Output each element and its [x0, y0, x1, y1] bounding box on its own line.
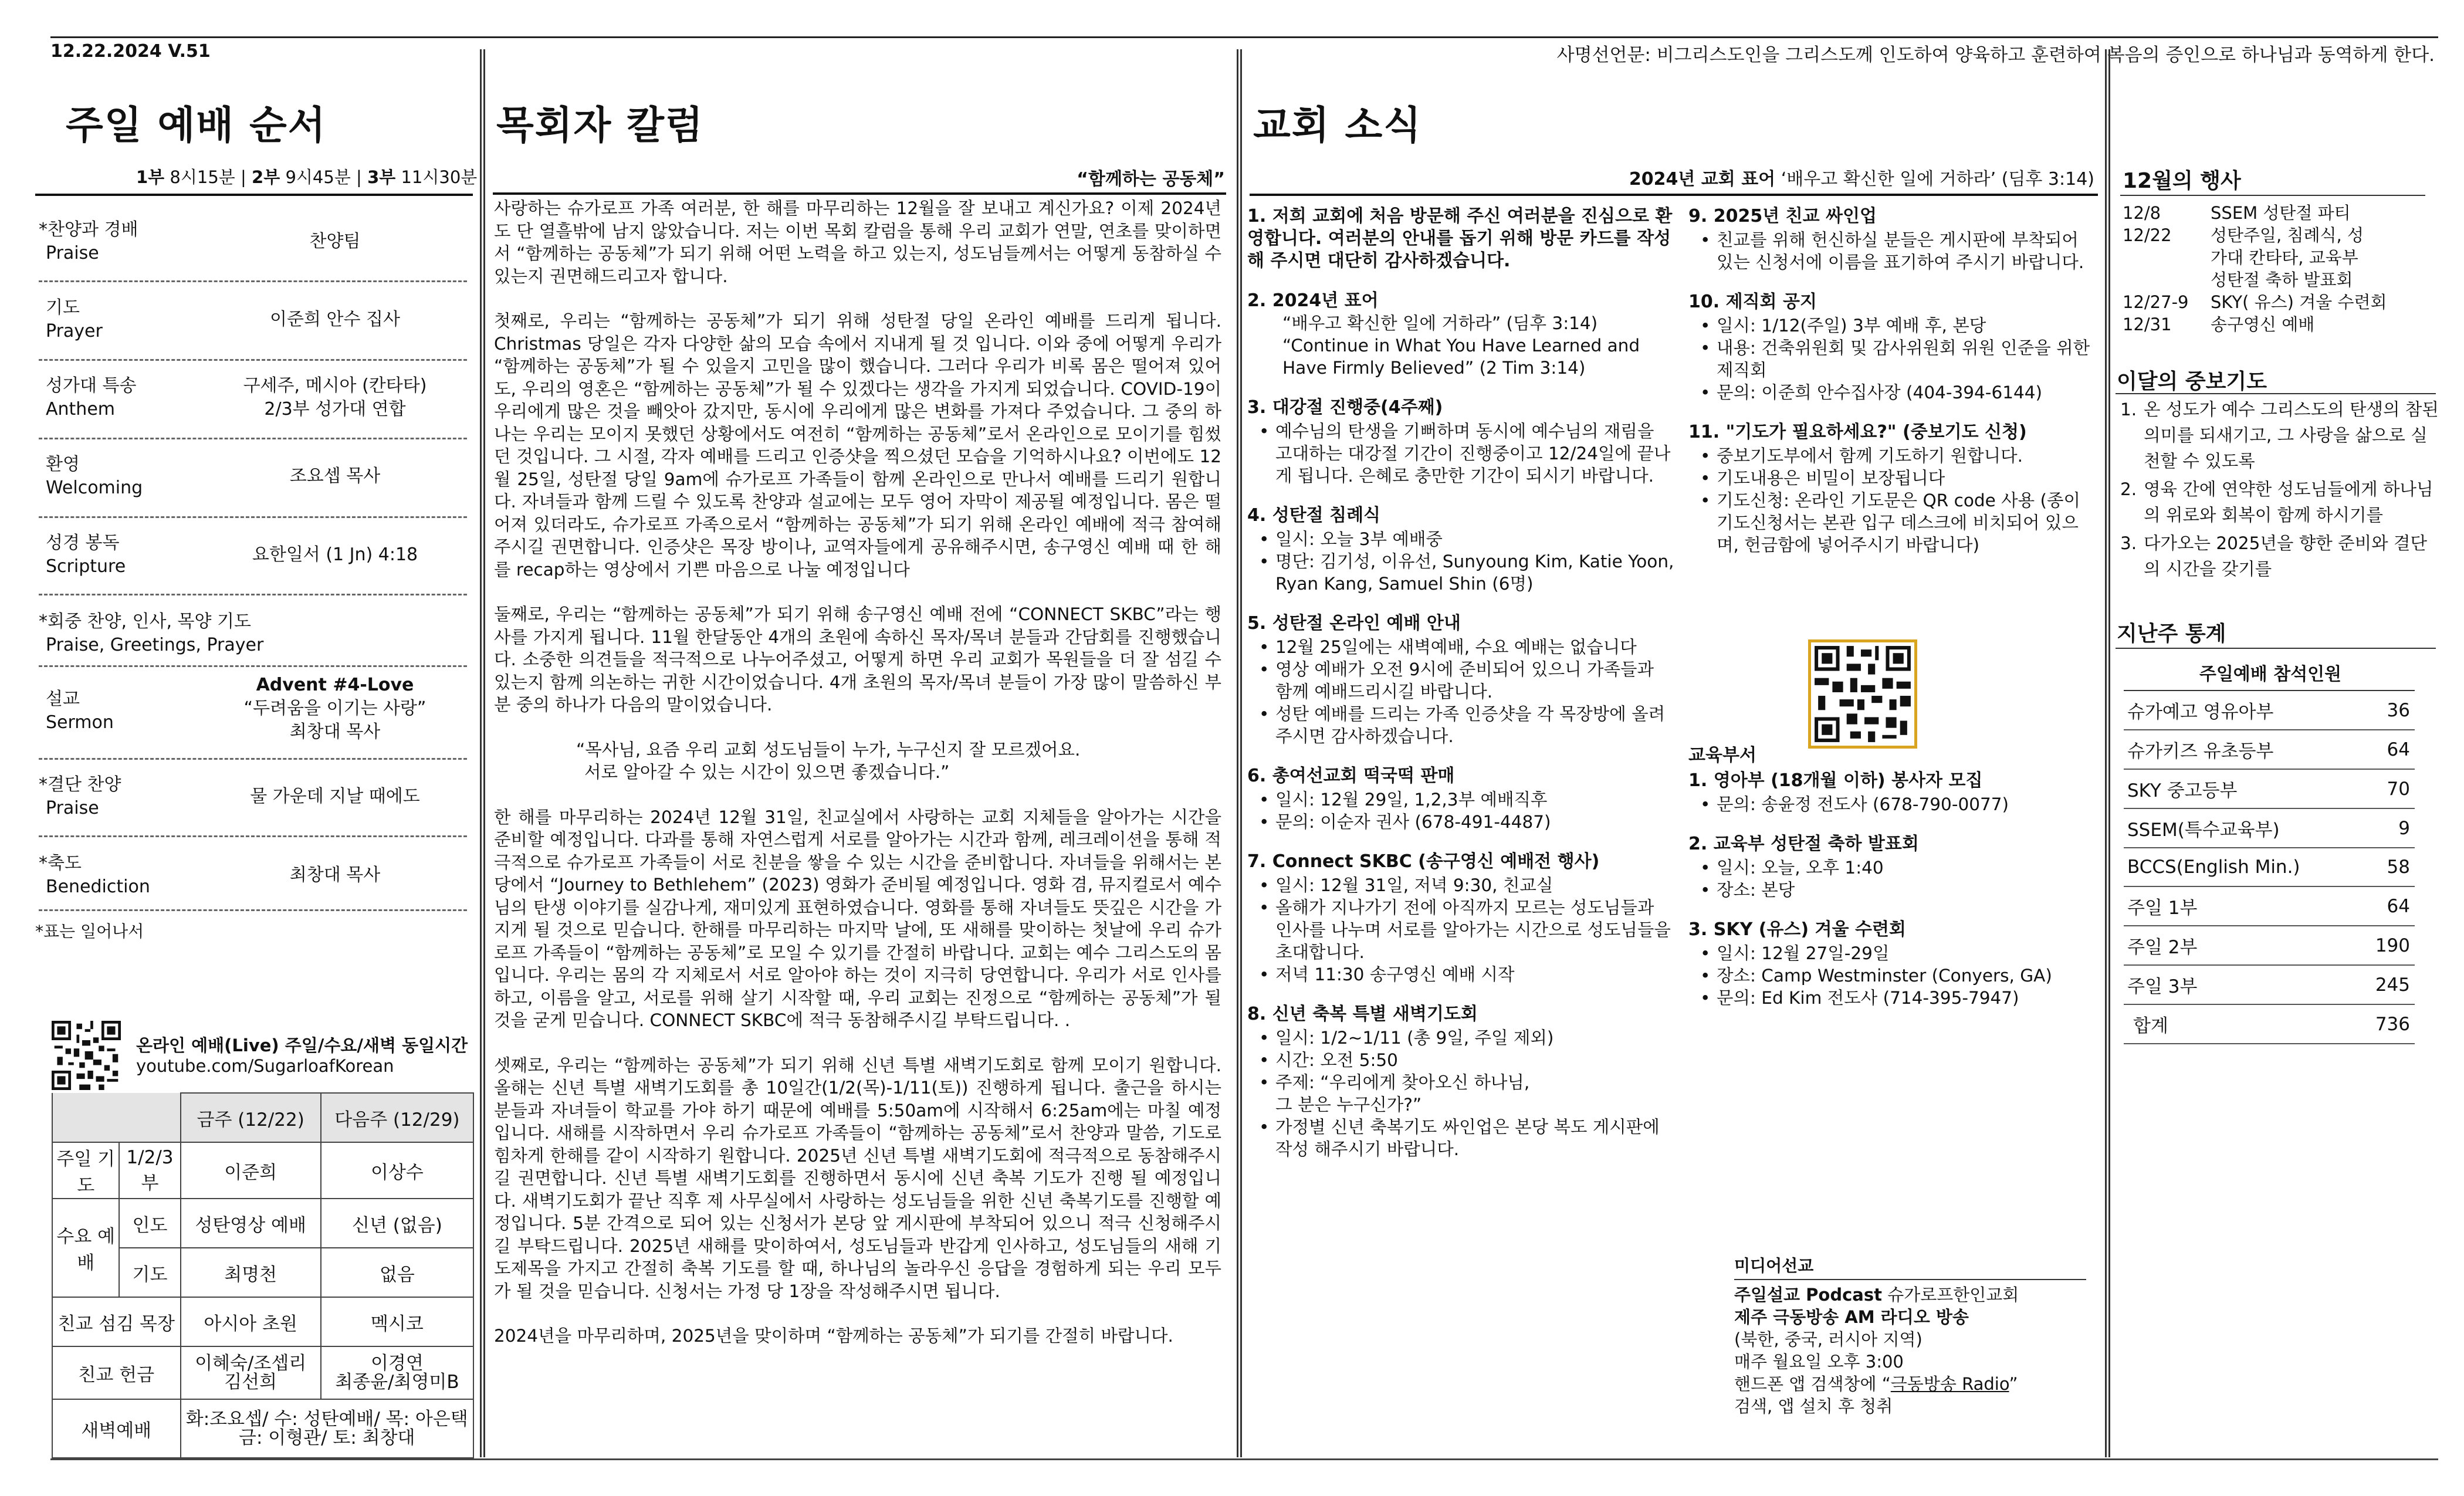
service-2-time: 9시45분 — [285, 167, 351, 187]
stats-subtitle: 주일예배 참석인원 — [2199, 664, 2342, 685]
dash-divider — [39, 758, 467, 760]
table-row — [2124, 965, 2415, 1004]
stats-title: 지난주 통계 — [2117, 622, 2226, 646]
table-row — [52, 1346, 473, 1399]
news-item-title: 6. 총여선교회 떡국떡 판매 — [1247, 766, 1455, 786]
order-en: Sermon — [46, 712, 114, 733]
news-bullet: • 예수님의 탄생을 기뻐하며 동시에 예수님의 재림을 고대하는 대강절 기간이 진행중이고 12/24일에 끝나게 됩니다. 은혜로 충만한 기간이 되시기 바랍니다. — [1275, 420, 1676, 487]
worship-title: 주일 예배 순서 — [66, 103, 327, 148]
quote-line-1: “목사님, 요즘 우리 교회 성도님들이 누가, 누구신지 잘 모르겠어요. — [576, 739, 1081, 760]
cell-next: 멕시코 — [321, 1297, 473, 1346]
prayer-qr-icon — [1811, 642, 1914, 746]
stat-label: 주일 3부 — [2124, 965, 2358, 1004]
event-text: SKY( 유스) 겨울 수련회 — [2211, 292, 2387, 312]
prayer-title: 이달의 중보기도 — [2117, 370, 2267, 394]
news-bullet: • 중보기도부에서 함께 기도하기 원합니다. — [1717, 445, 2099, 467]
stat-label: 슈가키즈 유초등부 — [2124, 730, 2358, 769]
event-date: 12/8 — [2123, 203, 2161, 223]
row-sub: 1/2/3부 — [119, 1142, 180, 1199]
table-row — [2124, 1004, 2415, 1044]
edu-bullet: • 문의: 송윤정 전도사 (678-790-0077) — [1717, 793, 2099, 815]
news-bullet: • 일시: 12월 29일, 1,2,3부 예배직후 — [1275, 788, 1676, 811]
order-leader: 구세주, 메시아 (칸타타) — [243, 375, 427, 396]
prayer-num: 3. — [2120, 533, 2137, 553]
prayer-rule — [2116, 393, 2436, 394]
news-item-title: 2. 2024년 표어 — [1247, 290, 1379, 311]
edu-bullet: • 일시: 12월 27일-29일 — [1717, 942, 2099, 964]
media-label: 미디어선교 — [1734, 1253, 2086, 1280]
news-item — [1247, 397, 1676, 487]
prayer-text: 온 성도가 예수 그리스도의 탄생의 참된 의미를 되새기고, 그 사랑을 삶으로 실천할 수 있도록 — [2144, 400, 2439, 471]
news-item-title: 10. 제직회 공지 — [1688, 292, 1817, 312]
dash-divider — [39, 909, 467, 911]
order-leader-2: 2/3부 성가대 연합 — [264, 399, 406, 419]
table-row — [52, 1199, 473, 1248]
column-paragraph: 첫째로, 우리는 “함께하는 공동체”가 되기 위해 성탄절 당일 온라인 예배를 드리게 됩니다. Christmas 당일은 각자 다양한 삶의 모습 속에서 지내게 될 것 입니다. 이와 중에 어떻게 우리가 “함께하는 공동체”가 될 수 있을지 고민을 많이 했습니다. 그러다 우리가 비록 몸은 떨어져 있어도, 우리의 영혼은 “함께하는 공동체”가 될 수 있겠다는 생각을 가지게 되었습니다. COVID-19이 우리에게 많은 것을 빼앗아 갔지만, 동시에 우리에게 많은 변화를 가져다 주었습니다. 그 중의 하나는 우리는 모이지 못했던 상황에서도 여전히 “함께하는 공동체”로서 온라인으로 모이기를 힘썼던 것입니다. 그 시절, 각자 예배를 드리고 인증샷을 찍으셨던 모습을 기억하시나요? 이번에도 12월 25일, 성탄절 당일 9am에 슈가로프 가족들이 함께 온라인으로 만나서 예배를 드리기 원합니다. 자녀들과 함께 드릴 수 있도록 찬양과 설교에는 모두 영어 자막이 제공될 예정입니다. 몸은 떨어져 있더라도, 슈가로프 가족으로서 “함께하는 공동체”가 되기 위해 온라인 예배에 적극 참여해주시길 권면합니다. 인증샷은 목장 방이나, 교역자들에게 공유해주시면, 송구영신 예배 때 한 해를 recap하는 영상에서 기쁜 마음으로 나눌 예정입니다 — [494, 311, 1221, 580]
news-item — [1247, 505, 1676, 595]
order-en: Scripture — [46, 556, 126, 577]
media-install: 검색, 앱 설치 후 청취 — [1734, 1396, 1893, 1416]
motto-label: 2024년 교회 표어 — [1629, 169, 1776, 189]
news-bullet: • 주제: “우리에게 찾아오신 하나님, 그 분은 누구신가?” — [1275, 1071, 1676, 1116]
row-group: 친교 섬김 목장 — [52, 1297, 181, 1346]
column-divider — [1237, 49, 1238, 1457]
service-1-label: 1부 — [136, 167, 165, 187]
column-body — [494, 197, 1221, 1370]
prayer-num: 2. — [2120, 479, 2137, 499]
column-paragraph: 셋째로, 우리는 “함께하는 공동체”가 되기 위해 신년 특별 새벽기도회로 함께 모이기 원합니다. 올해는 신년 특별 새벽기도회를 총 10일간(1/2(목)-1/11(토)) 진행하게 됩니다. 출근을 하시는 분들과 자녀들이 학교를 가야 하기 때문에 예배를 5:50am에 시작해서 6:25am에는 마칠 예정입니다. 새해를 시작하면서 우리 슈가로프 가족들이 “함께하는 공동체”로서 찬양과 말씀, 기도로 힘차게 한해를 같이 시작하기 원합니다. 2025년 신년 특별 새벽기도회에 적극적으로 동참해주시길 권면합니다. 신년 특별 새벽기도회를 진행하면서 동시에 신년 축복 기도가 진행 될 예정입니다. 새벽기도회가 끝난 직후 제 사무실에서 사랑하는 성도님들을 위한 신년 축복기도를 진행할 예정입니다. 5분 간격으로 되어 있는 신청서가 본당 앞 게시판에 부착되어 있으니 적극 신청해주시길 부탁드립니다. 2025년 새해를 맞이하여서, 성도님들과 반갑게 인사하고, 성도님들의 새해 기도제목을 가지고 간절히 축복 기도를 할 때, 하나님의 놀라우신 응답을 경험하게 되는 우리 모두가 될 것을 믿습니다. 신청서는 가정 당 1장을 작성해주시면 됩니다. — [494, 1055, 1221, 1301]
table-row — [52, 1093, 473, 1142]
prayer-item — [2120, 397, 2439, 474]
cell-next: 없음 — [321, 1248, 473, 1297]
dash-divider — [39, 438, 467, 439]
column-rule — [493, 192, 1226, 195]
row-sub: 기도 — [119, 1248, 180, 1297]
cell-next: 이경연 — [370, 1353, 424, 1374]
mission-statement: 사명선언문: 비그리스도인을 그리스도께 인도하여 양육하고 훈련하여 복음의 증인으로 하나님과 동역하게 한다. — [1556, 45, 2435, 66]
column-paragraph: 2024년을 마무리하며, 2025년을 맞이하며 “함께하는 공동체”가 되기를 간절히 바랍니다. — [494, 1326, 1173, 1346]
news-item-title: 11. "기도가 필요하세요?" (중보기도 신청) — [1688, 422, 2027, 442]
prayer-text: 다가오는 2025년을 향한 준비와 결단의 시간을 갖기를 — [2144, 533, 2428, 579]
order-en: Anthem — [46, 399, 115, 419]
news-item — [1247, 612, 1676, 747]
dash-divider — [39, 665, 467, 667]
stats-rule — [2116, 648, 2436, 649]
sermon-title: “두려움을 이기는 사랑” — [243, 698, 427, 719]
stat-label: SSEM(특수교육부) — [2124, 808, 2358, 848]
news-bullet: • 가정별 신년 축복기도 싸인업은 본당 복도 게시판에 작성 해주시기 바랍니다. — [1275, 1116, 1676, 1160]
stat-label: 주일 2부 — [2124, 926, 2358, 965]
order-ko: 환영 — [46, 454, 80, 475]
edu-item-title: 2. 교육부 성탄절 축하 발표회 — [1688, 834, 1919, 854]
order-en: Praise — [46, 798, 99, 818]
service-1-time: 8시15분 — [170, 167, 235, 187]
col-this-week: 금주 (12/22) — [181, 1093, 321, 1142]
column-title: 목회자 칼럼 — [496, 103, 704, 148]
order-ko: 설교 — [46, 689, 80, 709]
table-row — [52, 1297, 473, 1346]
news-rule — [1250, 194, 2098, 196]
stat-value: 190 — [2358, 926, 2415, 965]
news-item-title: 8. 신년 축복 특별 새벽기도회 — [1247, 1004, 1478, 1024]
table-row — [52, 1399, 473, 1458]
news-item — [1688, 291, 2099, 404]
news-bullet: • 영상 예배가 오전 9시에 준비되어 있으니 가족들과 함께 예배드리시길 바랍니다. — [1275, 658, 1676, 703]
column-divider — [480, 49, 482, 1457]
news-bullet: • 시간: 오전 5:50 — [1275, 1049, 1676, 1071]
stat-label: 합계 — [2124, 1004, 2358, 1044]
stat-value: 9 — [2358, 808, 2415, 848]
edu-item — [1688, 919, 2099, 1009]
service-3-time: 11시30분 — [401, 167, 478, 187]
cell-span-2: 금: 이형관/ 토: 최창대 — [239, 1427, 415, 1448]
news-bullet: • 문의: 이순자 권사 (678-491-4487) — [1275, 811, 1676, 833]
media-radio: 제주 극동방송 AM 라디오 방송 — [1734, 1307, 1969, 1327]
news-bullet: • 일시: 12월 31일, 저녁 9:30, 친교실 — [1275, 874, 1676, 896]
motto-ko: “배우고 확신한 일에 거하라” (딤후 3:14) — [1282, 313, 1598, 333]
news-item-title: 9. 2025년 친교 싸인업 — [1688, 206, 1877, 226]
order-leader: 최창대 목사 — [289, 865, 381, 885]
edu-bullet: • 일시: 오늘, 오후 1:40 — [1717, 857, 2099, 879]
news-title: 교회 소식 — [1253, 103, 1423, 148]
order-leader: 조요셉 목사 — [289, 466, 381, 486]
roster-table — [52, 1092, 474, 1458]
order-en: Praise, Greetings, Prayer — [46, 635, 264, 655]
dash-divider — [39, 516, 467, 518]
media-regions: (북한, 중국, 러시아 지역) — [1734, 1329, 1923, 1349]
news-item-title: 1. 저희 교회에 처음 방문해 주신 여러분을 진심으로 환영합니다. 여러분의 안내를 돕기 위해 방문 카드를 작성해 주시면 대단히 감사하겠습니다. — [1247, 206, 1673, 271]
table-row — [2124, 808, 2415, 848]
dash-divider — [39, 359, 467, 361]
cell-next-2: 최종윤/최영미B — [335, 1372, 459, 1393]
edu-item — [1688, 833, 2099, 901]
table-cell — [52, 1093, 181, 1142]
order-leader: 요한일서 (1 Jn) 4:18 — [252, 544, 418, 565]
stat-value: 36 — [2358, 691, 2415, 730]
stat-label: 주일 1부 — [2124, 886, 2358, 926]
column-paragraph: 사랑하는 슈가로프 가족 여러분, 한 해를 마무리하는 12월을 잘 보내고 계신가요? 이제 2024년도 단 열흘밖에 남지 않았습니다. 저는 이번 목회 칼럼을 통해 우리 교회가 연말, 연초를 맞이하면서 “함께하는 공동체”가 되기 위해 어떤 노력을 하고 있는지, 성도님들께서는 어떻게 동참하실 수 있는지 권면해드리고자 합니다. — [494, 198, 1221, 286]
column-divider — [1240, 49, 1242, 1457]
column-paragraph: 둘째로, 우리는 “함께하는 공동체”가 되기 위해 송구영신 예배 전에 “CONNECT SKBC”라는 행사를 가지게 됩니다. 11월 한달동안 4개의 초원에 속하신 목자/목녀 분들과 간담회를 진행했습니다. 소중한 의견들을 적극적으로 나누어주셨고, 어떻게 하면 우리 교회가 목원들을 더 잘 섬길 수 있는지 함께 의논하는 귀한 시간이었습니다. 4개 초원의 목자/목녀 분들이 가장 많이 말씀하신 부분 중의 하나가 다음의 말이었습니다. — [494, 604, 1221, 715]
event-date: 12/22 — [2123, 225, 2172, 245]
media-ministry — [1734, 1253, 2098, 1417]
cell-this: 성탄영상 예배 — [181, 1199, 321, 1248]
news-item — [1688, 205, 2099, 273]
app-search-c: ” — [2009, 1374, 2018, 1394]
dash-divider — [39, 594, 467, 595]
edu-item-title: 3. SKY (유스) 겨울 수련회 — [1688, 919, 1906, 940]
stat-value: 245 — [2358, 965, 2415, 1004]
event-row — [2123, 224, 2439, 291]
cell-this-2: 김선희 — [224, 1372, 277, 1393]
sermon-preacher: 최창대 목사 — [289, 722, 381, 742]
table-row — [2124, 691, 2415, 730]
event-text: 송구영신 예배 — [2211, 314, 2315, 334]
stat-value: 70 — [2358, 769, 2415, 808]
event-date: 12/27-9 — [2123, 292, 2189, 312]
media-app-search — [1734, 1373, 2098, 1395]
education-section — [1688, 740, 2099, 1027]
order-ko: 성가대 특송 — [46, 375, 137, 396]
table-row — [2124, 769, 2415, 808]
media-schedule: 매주 월요일 오후 3:00 — [1734, 1352, 1904, 1372]
table-row — [2124, 926, 2415, 965]
event-text: SSEM 성탄절 파티 — [2211, 203, 2351, 223]
news-bullet: • 일시: 오늘 3부 예배중 — [1275, 528, 1676, 550]
event-row — [2123, 313, 2439, 336]
row-group: 주일 기도 — [52, 1142, 119, 1199]
qr-code-icon[interactable] — [52, 1021, 121, 1090]
order-ko: 기도 — [46, 297, 80, 318]
order-leader: 찬양팀 — [309, 231, 361, 252]
news-item — [1247, 205, 1676, 272]
news-item-title: 5. 성탄절 온라인 예배 안내 — [1247, 613, 1461, 634]
podcast-name: 슈가로프한인교회 — [1881, 1285, 2019, 1305]
order-ko: 성경 봉독 — [46, 533, 120, 553]
worship-rule — [35, 194, 473, 196]
order-ko: *결단 찬양 — [39, 774, 121, 795]
news-bullet: • 내용: 건축위원회 및 감사위원회 위원 인준을 위한 제직회 — [1717, 337, 2099, 381]
col-next-week: 다음주 (12/29) — [321, 1093, 473, 1142]
news-item — [1247, 765, 1676, 833]
event-row — [2123, 291, 2439, 313]
media-podcast — [1734, 1284, 2098, 1306]
service-2-label: 2부 — [252, 167, 280, 187]
news-bullet: • 명단: 김기성, 이유선, Sunyoung Kim, Katie Yoon, Ryan Kang, Samuel Shin (6명) — [1275, 550, 1676, 595]
stat-label: SKY 중고등부 — [2124, 769, 2358, 808]
news-bullet: • 친교를 위해 헌신하실 분들은 게시판에 부착되어 있는 신청서에 이름을 표기하여 주시기 바랍니다. — [1717, 229, 2099, 273]
events-title: 12월의 행사 — [2123, 169, 2241, 193]
row-group: 친교 헌금 — [52, 1346, 181, 1399]
online-worship-link[interactable]: youtube.com/SugarloafKorean — [136, 1056, 394, 1076]
prayer-num: 1. — [2120, 400, 2137, 419]
news-bullet: • 기도신청: 온라인 기도문은 QR code 사용 (종이 기도신청서는 본관 입구 데스크에 비치되어 있으며, 헌금함에 넣어주시기 바랍니다) — [1717, 489, 2099, 556]
news-bullet: • 일시: 1/2~1/11 (총 9일, 주일 제외) — [1275, 1027, 1676, 1049]
cell-this: 이준희 — [181, 1142, 321, 1199]
app-search-b[interactable]: 극동방송 Radio — [1890, 1374, 2009, 1394]
row-group: 수요 예배 — [52, 1199, 119, 1297]
prayer-item — [2120, 476, 2439, 528]
table-row — [52, 1142, 473, 1199]
event-row — [2123, 202, 2439, 224]
education-label: 교육부서 — [1688, 745, 1756, 766]
quote-line-2: 서로 알아갈 수 있는 시간이 있으면 좋겠습니다.” — [584, 762, 950, 782]
event-text: 성탄주일, 침례식, 성가대 칸타타, 교육부 성탄절 축하 발표회 — [2211, 225, 2364, 290]
cell-this: 아시아 초원 — [181, 1297, 321, 1346]
church-motto — [1629, 164, 2094, 190]
prayer-qr-frame[interactable] — [1808, 639, 1917, 749]
cell-span: 화:조요셉/ 수: 성탄예배/ 목: 아은택 — [185, 1409, 468, 1430]
events-list — [2123, 202, 2439, 336]
service-3-label: 3부 — [367, 167, 396, 187]
news-bullet: • 문의: 이준희 안수집사장 (404-394-6144) — [1717, 381, 2099, 404]
podcast-label: 주일설교 Podcast — [1734, 1285, 1882, 1305]
edu-bullet: • 문의: Ed Kim 전도사 (714-395-7947) — [1717, 987, 2099, 1009]
table-row — [2124, 886, 2415, 926]
service-times: 1부 8시15분 | 2부 9시45분 | 3부 11시30분 — [136, 167, 478, 187]
news-item — [1247, 851, 1676, 986]
order-ko: *찬양과 경배 — [39, 219, 138, 240]
news-item — [1247, 290, 1676, 379]
bottom-rule — [50, 1458, 2438, 1460]
motto-en: “Continue in What You Have Learned and Have Firmly Believed” (2 Tim 3:14) — [1282, 336, 1640, 378]
order-ko: *회중 찬양, 인사, 목양 기도 — [39, 611, 252, 632]
events-rule — [2120, 195, 2425, 196]
cell-this: 최명천 — [181, 1248, 321, 1297]
stat-value: 736 — [2358, 1004, 2415, 1044]
news-item-title: 7. Connect SKBC (송구영신 예배전 행사) — [1247, 851, 1600, 872]
order-en: Praise — [46, 243, 99, 263]
cell-this: 이혜숙/조셉리 — [195, 1353, 307, 1374]
edu-item — [1688, 770, 2099, 815]
order-leader: 물 가운데 지날 때에도 — [250, 786, 420, 807]
dash-divider — [39, 280, 467, 282]
stat-label: BCCS(English Min.) — [2124, 848, 2358, 886]
top-rule — [50, 36, 2438, 38]
edu-bullet: • 장소: 본당 — [1717, 879, 2099, 901]
order-leader: 이준희 안수 집사 — [270, 309, 400, 330]
news-bullet: • 성탄 예배를 드리는 가족 인증샷을 각 목장방에 올려주시면 감사하겠습니다. — [1275, 703, 1676, 747]
column-subtitle: “함께하는 공동체” — [1077, 169, 1225, 189]
stat-value: 64 — [2358, 886, 2415, 926]
row-group: 새벽예배 — [52, 1399, 181, 1458]
dash-divider — [39, 835, 467, 837]
stat-value: 64 — [2358, 730, 2415, 769]
column-divider — [483, 49, 485, 1457]
news-left-column — [1247, 205, 1676, 1178]
news-right-column — [1688, 205, 2099, 574]
news-bullet: • 기도내용은 비밀이 보장됩니다 — [1717, 467, 2099, 489]
news-item — [1688, 421, 2099, 556]
prayer-list — [2120, 397, 2439, 582]
edu-item-title: 1. 영아부 (18개월 이하) 봉사자 모집 — [1688, 770, 1983, 791]
cell-next: 신년 (없음) — [321, 1199, 473, 1248]
table-row — [2124, 848, 2415, 886]
column-paragraph: 한 해를 마무리하는 2024년 12월 31일, 친교실에서 사랑하는 교회 지체들을 알아가는 시간을 준비할 예정입니다. 다과를 통해 자연스럽게 서로를 알아가는 시간과 함께, 레크레이션을 통해 적극적으로 슈가로프 가족들이 서로 친분을 쌓을 수 있는 시간을 준비합니다. 자녀들을 위해서는 본당에서 “Journey to Bethlehem” (2023) 영화가 준비될 예정입니다. 영화 겸, 뮤지컬로서 예수님의 탄생 이야기를 실감나게, 재미있게 표현하였습니다. 영화를 통해 자녀들도 뜻깊은 시간을 가지게 될 것으로 믿습니다. 한해를 마무리하는 마지막 날에, 또 새해를 맞이하는 첫날에 우리 슈가로프 가족들이 “함께하는 공동체”로 모일 수 있기를 간절히 바랍니다. 교회는 예수 그리스도의 몸입니다. 우리는 몸의 각 지체로서 서로 알아야 하는 것이 지극히 당연합니다. 우리가 서로 인사를 하고, 이름을 알고, 서로를 위해 살기 시작할 때, 우리 교회는 진정으로 “함께하는 공동체”가 될 것을 굳게 믿습니다. CONNECT SKBC에 적극 동참해주시길 부탁드립니다. . — [494, 807, 1221, 1030]
stats-table — [2124, 691, 2415, 1044]
order-en: Prayer — [46, 321, 103, 341]
order-en: Welcoming — [46, 478, 143, 498]
online-worship-label: 온라인 예배(Live) 주일/수요/새벽 동일시간 — [136, 1035, 468, 1055]
stat-label: 슈가예고 영유아부 — [2124, 691, 2358, 730]
news-bullet: • 12월 25일에는 새벽예배, 수요 예배는 없습니다 — [1275, 636, 1676, 658]
date-version: 12.22.2024 V.51 — [50, 41, 211, 62]
news-bullet: • 저녁 11:30 송구영신 예배 시작 — [1275, 963, 1676, 986]
table-row — [2124, 730, 2415, 769]
order-en: Benediction — [46, 876, 150, 897]
news-bullet: • 일시: 1/12(주일) 3부 예배 후, 본당 — [1717, 314, 2099, 337]
news-item-title: 3. 대강절 진행중(4주째) — [1247, 397, 1443, 418]
column-quote — [494, 739, 1221, 784]
column-divider — [2108, 49, 2110, 1457]
order-ko: *축도 — [39, 853, 82, 874]
column-divider — [2105, 49, 2107, 1457]
standing-note: *표는 일어나서 — [35, 922, 144, 941]
prayer-item — [2120, 530, 2439, 582]
prayer-text: 영육 간에 연약한 성도님들에게 하나님의 위로와 회복이 함께 하시기를 — [2144, 479, 2433, 525]
news-item-title: 4. 성탄절 침례식 — [1247, 505, 1381, 526]
news-item — [1247, 1003, 1676, 1160]
row-sub: 인도 — [119, 1199, 180, 1248]
event-date: 12/31 — [2123, 314, 2172, 334]
cell-next: 이상수 — [321, 1142, 473, 1199]
motto-text: ‘배우고 확신한 일에 거하라’ (딤후 3:14) — [1781, 169, 2094, 189]
sermon-series: Advent #4-Love — [256, 675, 414, 695]
stat-value: 58 — [2358, 848, 2415, 886]
edu-bullet: • 장소: Camp Westminster (Conyers, GA) — [1717, 964, 2099, 987]
news-bullet: • 올해가 지나가기 전에 아직까지 모르는 성도님들과 인사를 나누며 서로를 알아가는 시간으로 성도님들을 초대합니다. — [1275, 896, 1676, 963]
app-search-a: 핸드폰 앱 검색창에 “ — [1734, 1374, 1891, 1394]
